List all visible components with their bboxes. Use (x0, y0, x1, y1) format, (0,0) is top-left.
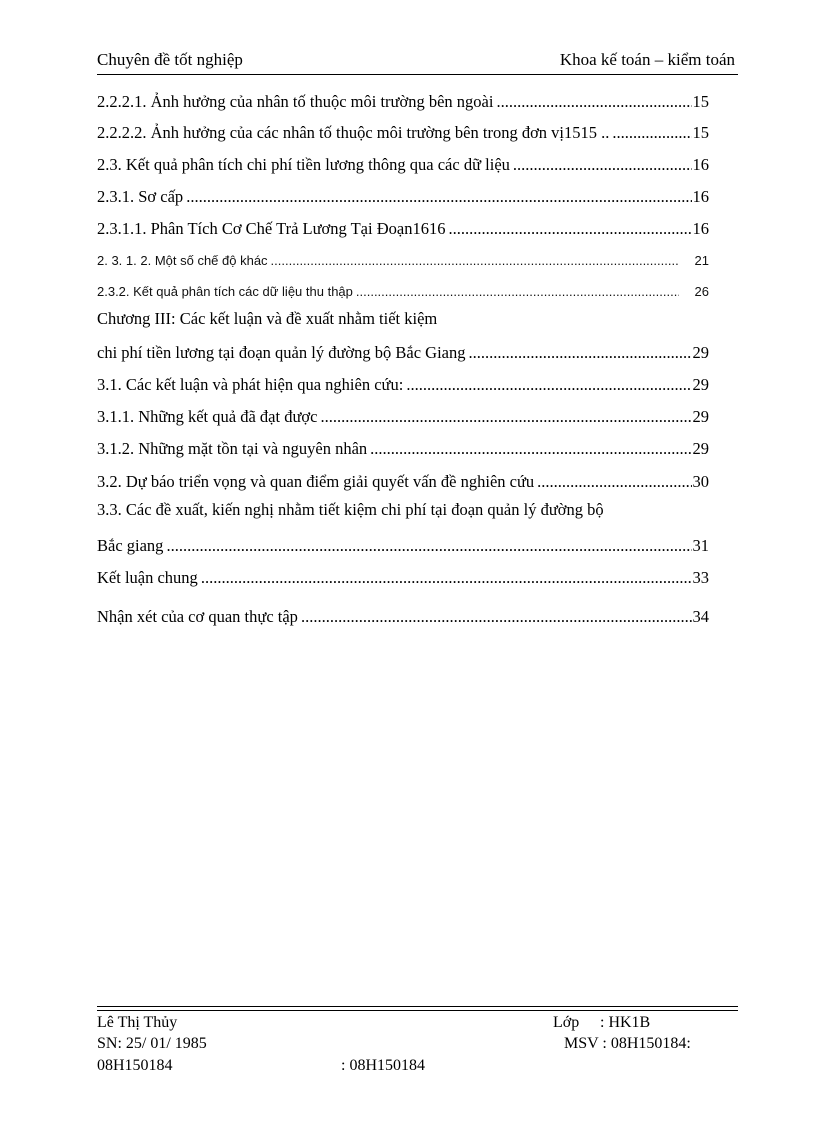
toc-entry (97, 433, 709, 459)
header-right-title: Khoa kế toán – kiểm toán (559, 50, 735, 69)
toc-leader (513, 155, 692, 175)
toc-entry-text: 3.1.2. Những mặt tồn tại và nguyên nhân (97, 439, 368, 458)
toc-entry-page: 21 (694, 253, 709, 268)
toc-entry (97, 337, 709, 363)
toc-entry (97, 466, 709, 492)
toc-leader (537, 472, 691, 492)
toc-leader (271, 253, 679, 268)
toc-entry-text: 2. 3. 1. 2. Một số chế độ khác (97, 253, 268, 268)
toc-entry-text: 2.2.2.2. Ảnh hưởng của các nhân tố thuộc môi trường bên trong đơn vị1515 .. (97, 123, 610, 142)
toc-entry (97, 530, 709, 556)
toc-entry (97, 401, 709, 427)
toc-leader (201, 568, 692, 588)
toc-entry-page: 29 (692, 407, 709, 426)
toc-leader (356, 284, 679, 299)
toc-entry-text: 2.3.1. Sơ cấp (97, 187, 184, 206)
footer-divider (97, 1010, 738, 1011)
toc-entry-text: 3.1. Các kết luận và phát hiện qua nghiên cứu: (97, 375, 404, 394)
toc-leader (301, 607, 692, 627)
toc-entry (97, 601, 709, 627)
footer-msv: MSV : 08H150184: (564, 1035, 691, 1052)
toc-entry (97, 213, 709, 239)
page-header (97, 50, 735, 72)
toc-entry (97, 117, 709, 143)
footer-student-name: Lê Thị Thủy (97, 1014, 178, 1031)
toc-entry-page: 31 (692, 536, 709, 555)
toc-leader (496, 92, 691, 112)
toc-entry-page: 33 (692, 568, 709, 587)
toc-leader (612, 123, 691, 143)
toc-entry (97, 86, 709, 112)
toc-entry-page: 34 (692, 607, 709, 626)
header-divider (97, 74, 738, 75)
toc-leader (468, 343, 691, 363)
toc-entry (97, 562, 709, 588)
toc-entry (97, 369, 709, 395)
toc-entry-heading: 3.3. Các đề xuất, kiến nghị nhằm tiết kiệm chi phí tại đoạn quản lý đường bộ (97, 500, 604, 519)
toc-chapter-heading: Chương III: Các kết luận và đề xuất nhằm tiết kiệm (97, 309, 438, 328)
toc-entry-text: chi phí tiền lương tại đoạn quản lý đường bộ Bắc Giang (97, 343, 466, 362)
toc-entry-page: 29 (692, 375, 709, 394)
toc-entry-page: 26 (694, 284, 709, 299)
toc-entry-text: 3.2. Dự báo triển vọng và quan điểm giải quyết vấn đề nghiên cứu (97, 472, 535, 491)
toc-leader (406, 375, 691, 395)
toc-entry-text: 2.3. Kết quả phân tích chi phí tiền lương thông qua các dữ liệu (97, 155, 510, 174)
toc-entry-text: 2.3.2. Kết quả phân tích các dữ liệu thu thập (97, 284, 353, 299)
toc-leader (448, 219, 691, 239)
toc-entry (97, 149, 709, 175)
toc-entry-page: 16 (692, 187, 709, 206)
toc-entry-page: 16 (692, 155, 709, 174)
toc-leader (320, 407, 691, 427)
toc-leader (186, 187, 691, 207)
toc-entry-text: 2.2.2.1. Ảnh hưởng của nhân tố thuộc môi trường bên ngoài (97, 92, 494, 111)
toc-entry-page: 29 (692, 439, 709, 458)
footer-code-mid: : 08H150184 (341, 1057, 425, 1074)
toc-entry-page: 15 (692, 123, 709, 142)
toc-entry-text: 3.1.1. Những kết quả đã đạt được (97, 407, 318, 426)
header-left-title: Chuyên đề tốt nghiệp (97, 50, 243, 69)
footer-divider (97, 1006, 738, 1007)
toc-entry (97, 273, 709, 299)
toc-entry-text: Kết luận chung (97, 568, 198, 587)
toc-entry-page: 30 (692, 472, 709, 491)
toc-entry (97, 242, 709, 268)
footer-class-label: Lớp (553, 1014, 580, 1031)
toc-entry-text: Bắc giang (97, 536, 164, 555)
toc-leader (166, 536, 691, 556)
toc-entry-text: 2.3.1.1. Phân Tích Cơ Chế Trả Lương Tại Đoạn1616 (97, 219, 446, 238)
footer-class-value: : HK1B (600, 1014, 651, 1031)
footer-dob: SN: 25/ 01/ 1985 (97, 1035, 207, 1052)
toc-leader (370, 439, 691, 459)
toc-entry-text: Nhận xét của cơ quan thực tập (97, 607, 298, 626)
toc-entry-page: 16 (692, 219, 709, 238)
toc-entry (97, 181, 709, 207)
footer-code-left: 08H150184 (97, 1057, 173, 1074)
toc-entry-page: 15 (692, 92, 709, 111)
toc-entry-page: 29 (692, 343, 709, 362)
